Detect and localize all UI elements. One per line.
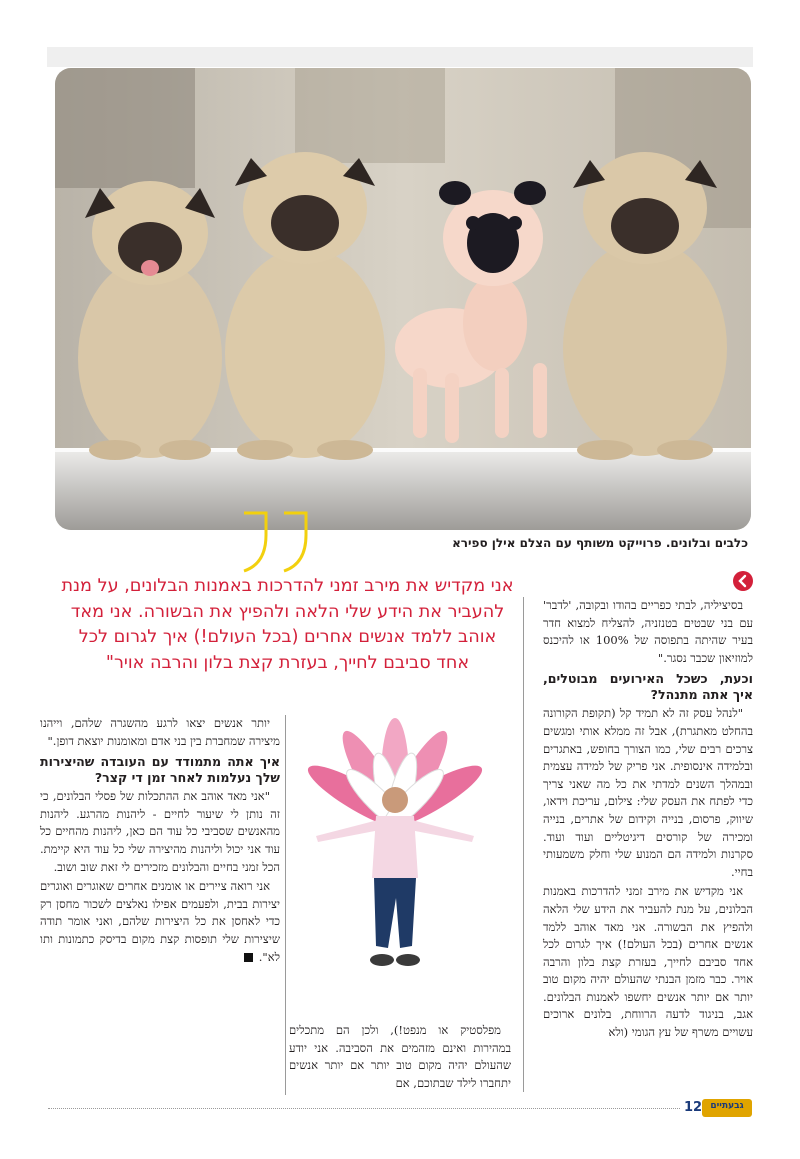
- paragraph: מפלסטיק או מנפט!), ולכן הם מתכלים במהירות ואינם מזהמים את הסביבה. אני יודע שהעולם יהיה מקום טוב יותר אם יותר אנשים יתחברו לילד שבתוכם, אם: [289, 1023, 511, 1090]
- photo-caption: כלבים ובלונים. פרוייקט משותף עם הצלם אילן ספירא: [452, 536, 748, 550]
- paragraph: בסיציליה, לבתי כפריים בהודו ובקובה, 'לדבר' עם בני שבטים בטנזניה, להצליח למצוא חדר בעיר שהיתה בתפוסה של 100% או להיכנס למוזיאון שכבר נסגר.": [543, 598, 753, 665]
- article-column-right: [543, 597, 753, 1044]
- column-divider: [285, 715, 286, 1095]
- paragraph: [40, 878, 280, 966]
- pull-quote: אני מקדיש את מירב זמני להדרכות באמנות הבלונים, על מנת להעביר את הידע שלי הלאה ולהפיץ את הבשורה. אני מאד אוהב ללמד אנשים אחרים (בכל העולם!) איך לגרום לכל אחד סביבם לחייך, בעזרת קצת בלון והרבה אויר": [61, 576, 514, 673]
- pug-left: [78, 181, 222, 460]
- chevron-left-icon: [733, 571, 753, 591]
- paragraph: יותר אנשים יצאו לרגע מהשגרה שלהם, וייהנו מיצירה שמחברת בין בני אדם ומאומנות יוצאת דופן.": [40, 716, 280, 748]
- article-column-left: [40, 715, 280, 968]
- pug-right: [563, 152, 727, 460]
- magazine-logo-text: גבעתיים: [710, 1101, 744, 1111]
- column-divider: [523, 597, 524, 1092]
- magazine-logo: [702, 1099, 752, 1117]
- balloon-artist-photo: [296, 708, 494, 990]
- end-of-article-icon: [244, 953, 253, 962]
- pugs-photo-illustration: [55, 68, 751, 530]
- paragraph-text: אני רואה ציירים או אומנים אחרים שאוגרים ואוגרים יצירות בבית, ולפעמים אפילו נאלצים לשכור מחסן רק כדי לאחסן את כל היצירות שלהם, ואני אומר תודה שיצירות שלי תופסות קצת מקום בדיסק כתמונות ותו לא".: [40, 879, 280, 964]
- paragraph: אני מקדיש את מירב זמני להדרכות באמנות הבלונים, על מנת להעביר את הידע שלי הלאה ולהפיץ את הבשורה. אני מאד אוהב ללמד אנשים אחרים (בכל העולם!) איך לגרום לכל אחד סביבם לחייך, בעזרת קצת בלון והרבה אויר. כבר מזמן הבנתי שהעולם יהיה מקום טוב יותר אם יותר אנשים יחשפו לאמנות הבלונים. אגב, בניגוד לדעה הרווחת, בלונים ארוכים עשויים משרף של עץ הגומי (ולא: [543, 884, 753, 1040]
- paragraph: "לנהל עסק זה לא תמיד קל (תקופת הקורונה בהחלט מאתגרת), אבל זה ממלא אותי ומגשים צרכים רבים שלי, כמו הצורך בחופש, באתגרים ובלמידה אינסופית. אני פריק של למידה עצמית ובמהלך השנים למדתי את כל מה שאני צריך כדי לפתח את העסק שלי: צילום, עריכת וידאו, שיווק, פרסום, בנייה וקידום של אתרים, בנייה ומכירה של קורסים דיגיטליים ועוד ועוד. סקרנות ולמידה הם המנוע שלי וחלק משמעותי בחיי.: [543, 706, 753, 879]
- footer-divider: [48, 1108, 680, 1109]
- page-number: 12: [684, 1100, 703, 1115]
- quote-mark-icon: [236, 505, 326, 577]
- question-heading: איך אתה מתמודד עם העובדה שהיצירות שלך נעלמות לאחר זמן די קצר?: [40, 754, 280, 786]
- paragraph: "אני מאד אוהב את ההתכלות של פסלי הבלונים, כי זה נותן לי שיעור לחיים - ליהנות מהרגע. ליהנות מהאנשים שסביבי כל עוד הם כאן, ליהנות מהחיים כל עוד אני יכול וליהנות מהיצירה שלי כל עוד היא קיימת. הכל זמני בחיים והבלונים מזכירים לי זאת שוב ושוב.: [40, 789, 280, 874]
- question-heading: וכעת, כשכל האירועים מבוטלים, איך אתה מתנהל?: [543, 671, 753, 703]
- pugs-photo: [55, 68, 751, 530]
- pug-middle: [225, 152, 385, 460]
- continue-arrow-button[interactable]: [733, 571, 753, 591]
- article-column-middle: [289, 1022, 511, 1094]
- top-band: [47, 47, 753, 67]
